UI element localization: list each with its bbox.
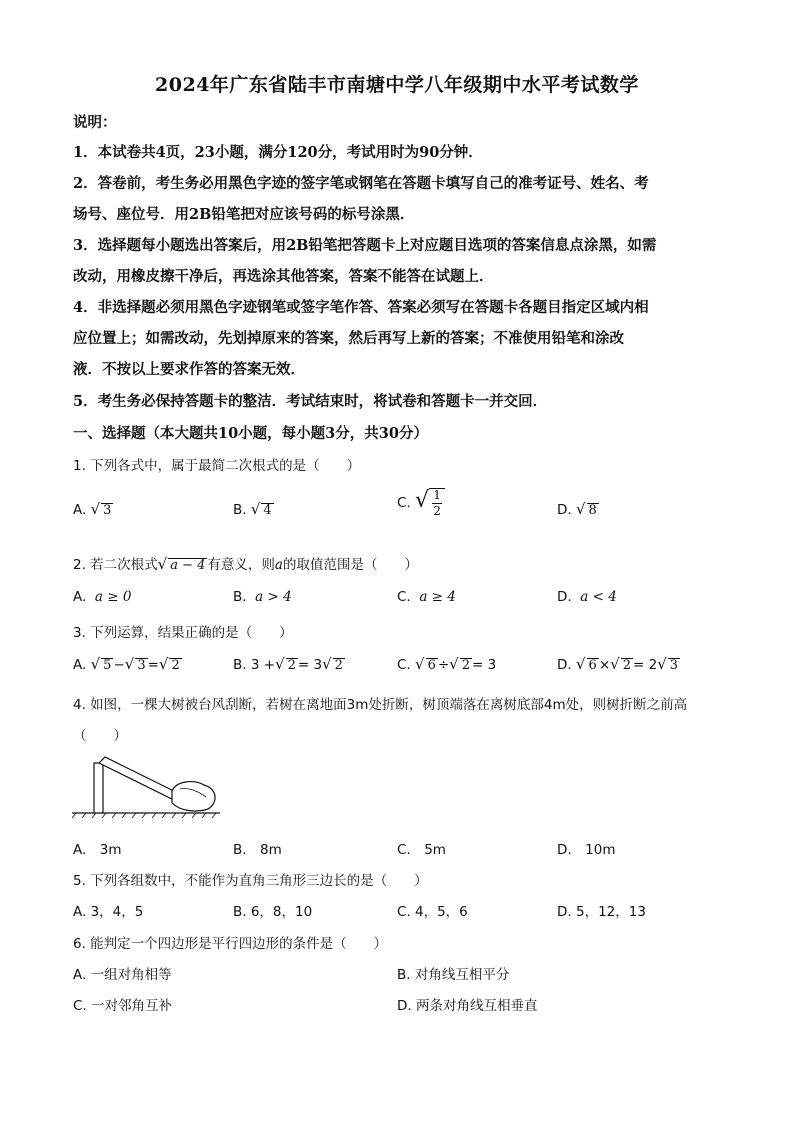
- operator: = 3: [472, 657, 497, 673]
- sqrt-sign: √: [657, 655, 667, 673]
- option-a: A. 3m: [73, 842, 122, 858]
- note-line: 场号、座位号．用2B铅笔把对应该号码的标号涂黑．: [73, 206, 415, 223]
- option-b: B. 8m: [233, 842, 282, 858]
- option-a: [73, 589, 131, 605]
- option-b: [233, 500, 274, 518]
- sqrt-sign: √: [575, 655, 586, 673]
- note-line: 应位置上；如需改动，先划掉原来的答案，然后再写上新的答案；不准使用铅笔和涂改: [73, 330, 624, 347]
- option-label: C.: [397, 495, 411, 511]
- option-d: [557, 655, 680, 673]
- note-line: 4．非选择题必须用黑色字迹钢笔或签字笔作答、答案必须写在答题卡各题目指定区域内相: [73, 299, 649, 316]
- radicand: 3: [669, 658, 679, 673]
- option-math: a ≥ 4: [419, 589, 456, 605]
- radicand: a − 4: [170, 558, 206, 573]
- option-d: D. 10m: [557, 842, 616, 858]
- option-d: D. 两条对角线互相垂直: [397, 998, 538, 1014]
- sqrt-sign: √: [90, 655, 101, 673]
- option-label: C.: [397, 589, 411, 605]
- note-line: 2．答卷前，考生务必用黑色字迹的签字笔或钢笔在答题卡填写自己的准考证号、姓名、考: [73, 175, 649, 192]
- option-label: C.: [397, 657, 411, 673]
- option-label: A.: [73, 589, 87, 605]
- sqrt-sign: √: [449, 655, 459, 673]
- sqrt-sign: √: [157, 555, 168, 573]
- sqrt-sign: √: [124, 655, 135, 673]
- option-label: D.: [557, 657, 572, 673]
- option-c: [397, 655, 496, 673]
- option-a: A. 3，4，5: [73, 904, 144, 920]
- radicand: 6: [427, 658, 436, 673]
- question-stem: 6. 能判定一个四边形是平行四边形的条件是（ ）: [73, 936, 388, 952]
- option-math: a ≥ 0: [94, 589, 132, 605]
- operator: ÷: [437, 657, 450, 673]
- sqrt-sign: √: [415, 655, 425, 673]
- option-b: B. 6，8，10: [233, 904, 313, 920]
- option-c: C. 5m: [397, 842, 446, 858]
- sqrt-sign: √: [90, 500, 101, 518]
- question-stem: 1. 下列各式中，属于最简二次根式的是（ ）: [73, 458, 361, 474]
- option-label: B.: [233, 589, 247, 605]
- numerator: 1: [433, 488, 441, 502]
- option-math: a > 4: [255, 589, 292, 605]
- stem-text: 的取值范围是（ ）: [282, 557, 418, 573]
- option-b: B. 对角线互相平分: [397, 967, 510, 983]
- radicand: 2: [461, 658, 471, 673]
- question-stem: [73, 553, 418, 573]
- radicand: 2: [334, 658, 343, 673]
- option-label: D.: [557, 589, 572, 605]
- note-line: 液．不按以上要求作答的答案无效．: [73, 361, 305, 378]
- radicand: 2: [622, 658, 631, 673]
- fraction: [429, 488, 445, 518]
- sqrt-sign: √: [610, 655, 620, 673]
- option-d: [557, 589, 617, 605]
- operator: =: [147, 657, 159, 673]
- operator: = 3: [297, 657, 323, 673]
- note-line: 1．本试卷共4页，23小题，满分120分，考试用时为90分钟．: [73, 144, 483, 161]
- sqrt-sign: √: [158, 655, 169, 673]
- radicand: 6: [588, 658, 597, 673]
- sqrt-sign: √: [275, 655, 285, 673]
- sqrt-sign: √: [575, 500, 586, 518]
- operator: 3 +: [250, 657, 276, 673]
- option-label: B.: [233, 657, 247, 673]
- option-math: a < 4: [580, 589, 617, 605]
- radicand: 4: [263, 503, 272, 518]
- note-line: 5．考生务必保持答题卡的整洁．考试结束时，将试卷和答题卡一并交回．: [73, 393, 548, 410]
- radicand: 3: [103, 503, 112, 518]
- radicand: 2: [171, 658, 180, 673]
- operator: −: [113, 657, 125, 673]
- sqrt-sign: √: [250, 500, 261, 518]
- radicand: 3: [137, 658, 146, 673]
- question-stem: 3. 下列运算，结果正确的是（ ）: [73, 625, 293, 641]
- option-a: [73, 500, 113, 518]
- option-b: [233, 655, 345, 673]
- note-line: 改动，用橡皮擦干净后，再选涂其他答案，答案不能答在试题上．: [73, 268, 494, 285]
- option-a: A. 一组对角相等: [73, 967, 172, 983]
- option-d: [557, 500, 599, 518]
- question-stem: 5. 下列各组数中，不能作为直角三角形三边长的是（ ）: [73, 873, 428, 889]
- section-heading: 一、选择题（本大题共10小题，每小题3分，共30分）: [73, 425, 428, 442]
- option-a: [73, 655, 182, 673]
- option-c: [397, 589, 456, 605]
- radicand: 2: [287, 658, 296, 673]
- option-label: A.: [73, 502, 87, 518]
- notes-heading: 说明：: [73, 114, 117, 131]
- stem-text: 有意义，则: [207, 557, 275, 573]
- denominator: 2: [433, 504, 441, 518]
- sqrt-sign: √: [415, 488, 430, 513]
- radicand: 5: [103, 658, 112, 673]
- radicand: 8: [588, 503, 597, 518]
- option-d: D. 5，12，13: [557, 904, 646, 920]
- option-c: C. 一对邻角互补: [73, 998, 173, 1014]
- note-line: 3．选择题每小题选出答案后，用2B铅笔把答题卡上对应题目选项的答案信息点涂黑，如需: [73, 237, 657, 254]
- option-label: A.: [73, 657, 87, 673]
- variable: a: [274, 557, 283, 573]
- option-c: C. 4，5，6: [397, 904, 468, 920]
- operator: = 2: [632, 657, 658, 673]
- option-label: B.: [233, 502, 247, 518]
- question-stem-cont: （ ）: [73, 728, 127, 744]
- option-b: [233, 589, 292, 605]
- broken-tree-figure: [72, 755, 222, 819]
- option-label: D.: [557, 502, 572, 518]
- sqrt-sign: √: [322, 655, 332, 673]
- option-c: [397, 488, 445, 518]
- operator: ×: [598, 657, 611, 673]
- exam-title: 2024年广东省陆丰市南塘中学八年级期中水平考试数学: [155, 74, 639, 96]
- stem-text: 2. 若二次根式: [73, 557, 158, 573]
- question-stem: 4. 如图，一棵大树被台风刮断，若树在离地面3m处折断，树顶端落在离树底部4m处，则树折断之前高: [73, 697, 688, 713]
